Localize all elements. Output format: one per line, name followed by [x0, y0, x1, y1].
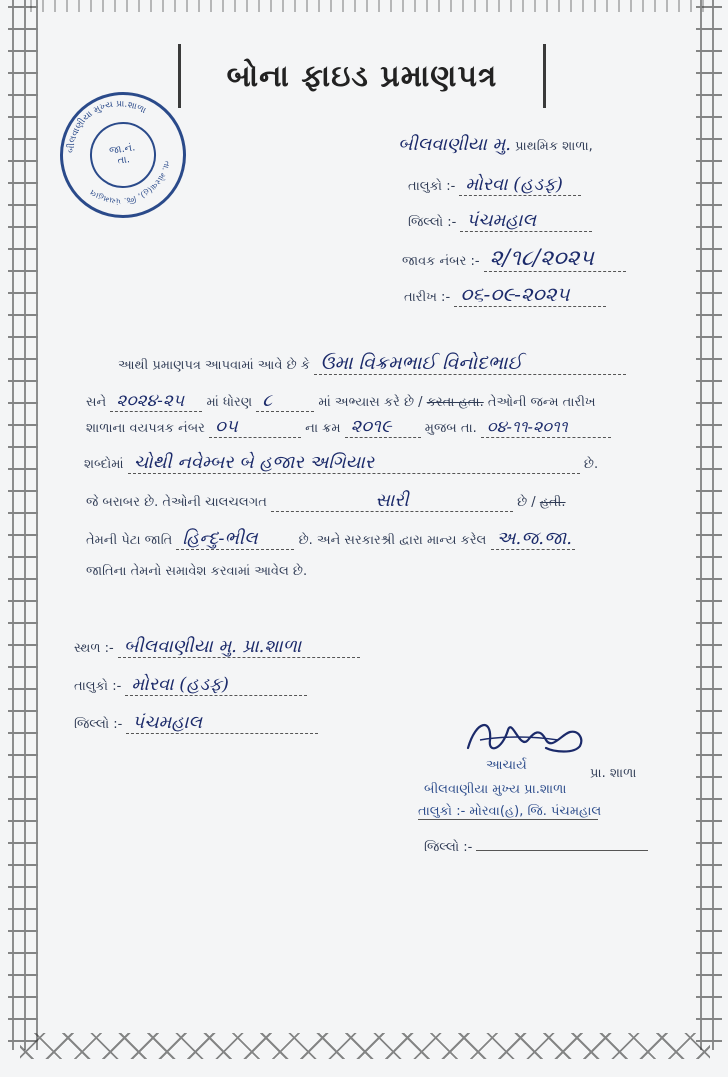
header-school-line: [398, 134, 593, 155]
body-p2-suffix: માં અભ્યાસ કરે છે /: [318, 395, 423, 410]
decorative-border-left: [8, 0, 38, 1050]
svg-text:તા. મોરવા(હ), જિ. પંચમહાલ: તા. મોરવા(હ), જિ. પંચમહાલ: [88, 159, 172, 206]
header-date-value: ૦૬-૦૯-૨૦૨૫: [454, 282, 606, 307]
decorative-border-top: [20, 0, 710, 12]
footer-place-value: બીલવાણીયા મુ. પ્રા.શાળા: [118, 636, 360, 658]
body-p3-mid: ના ક્રમ: [305, 421, 341, 436]
header-district-label: જિલ્લો :-: [408, 215, 457, 230]
body-p2-end: તેઓની જન્મ તારીખ: [487, 395, 596, 410]
footer-stamp-line1: બીલવાણીયા મુખ્ય પ્રા.શાળા: [424, 782, 567, 797]
body-p2-prefix: સને: [86, 395, 107, 410]
body-p5-strike: હતી.: [539, 495, 566, 510]
footer-principal-title: આચાર્ય: [486, 758, 527, 773]
student-name: ઉમા વિક્રમભાઈ વિનોદભાઈ: [314, 352, 626, 375]
header-outward-label: જાવક નંબર :-: [402, 254, 480, 269]
date-of-birth: ૦૪-૧૧-૨૦૧૧: [481, 417, 611, 438]
body-p5-suffix: છે /: [517, 495, 536, 510]
title-box: [178, 44, 546, 108]
body-p3-suffix: મુજબ તા.: [424, 421, 477, 436]
header-school-suffix: પ્રાથમિક શાળા,: [515, 139, 593, 154]
footer-taluka-line: [74, 674, 307, 696]
academic-year: ૨૦૨૪-૨૫: [110, 391, 202, 412]
decorative-border-bottom: [20, 1033, 710, 1059]
footer-district-line: [74, 712, 318, 734]
body-p1-prefix: આથી પ્રમાણપત્ર આપવામાં આવે છે કે: [118, 358, 310, 373]
header-school-name: બીલવાણીયા મુ.: [398, 134, 511, 155]
footer-right-district-label: જિલ્લો :-: [424, 840, 473, 855]
header-outward-line: [402, 246, 626, 272]
body-line-2: [86, 390, 596, 412]
header-date-label: તારીખ :-: [404, 290, 451, 305]
footer-taluka-label: તાલુકો :-: [74, 679, 122, 694]
header-taluka-label: તાલુકો :-: [408, 179, 456, 194]
body-p4-suffix: છે.: [583, 457, 599, 472]
body-p2-strike: કરતા હતા.: [426, 395, 484, 410]
footer-district-line-right: [424, 840, 648, 855]
footer-stamp-line2: તાલુકો :- મોરવા(હ), જિ. પંચમહાલ: [418, 804, 602, 819]
footer-place-line: [74, 636, 360, 658]
body-line-6: [86, 528, 575, 550]
seal-inner-line2: તા.: [116, 154, 131, 167]
footer-school-suffix: પ્રા. શાળા: [590, 766, 637, 781]
register-number: ૦૫: [209, 416, 301, 438]
header-date-line: [404, 282, 606, 307]
body-p6-prefix: તેમની પેટા જાતિ: [86, 533, 173, 548]
footer-district-value: પંચમહાલ: [126, 712, 318, 734]
certificate-title: બોના ફાઇડ પ્રમાણપત્ર: [226, 58, 498, 94]
body-line-5: [86, 490, 566, 512]
body-line-4: [84, 452, 598, 474]
header-taluka-line: [408, 174, 581, 196]
header-taluka-value: મોરવા (હડફ): [459, 174, 581, 196]
dob-in-words: ચોથી નવેમ્બર બે હજાર અગિયાર: [128, 452, 580, 474]
subcaste-value: હિન્દુ-ભીલ: [176, 528, 294, 550]
header-district-line: [408, 210, 592, 232]
footer-taluka-value: મોરવા (હડફ): [125, 674, 307, 696]
standard-value: ૮: [256, 390, 314, 412]
body-p4-prefix: શબ્દોમાં: [84, 457, 124, 472]
category-value: અ.જ.જા.: [491, 528, 575, 550]
body-p6-mid: છે. અને સરકારશ્રી દ્વારા માન્ય કરેલ: [298, 533, 487, 548]
body-line-1: [118, 352, 626, 375]
serial-number: ૨૦૧૯: [345, 416, 421, 438]
body-p7: જાતિના તેમનો સમાવેશ કરવામાં આવેલ છે.: [86, 564, 308, 579]
body-line-3: [86, 416, 611, 438]
decorative-border-right: [696, 0, 722, 1050]
body-p3-prefix: શાળાના વયપત્રક નંબર: [86, 421, 205, 436]
header-outward-value: ૨/૧૮/૨૦૨૫: [484, 246, 626, 272]
seal-ring-text: [52, 85, 188, 221]
footer-place-label: સ્થળ :-: [74, 641, 114, 656]
body-line-7: [86, 564, 307, 579]
principal-signature: [462, 710, 592, 762]
header-district-value: પંચમહાલ: [460, 210, 592, 232]
school-seal-stamp: [52, 84, 194, 226]
svg-text:બીલવાણીયા મુખ્ય પ્રા.શાળા: બીલવાણીયા મુખ્ય પ્રા.શાળા: [66, 99, 148, 154]
footer-district-label: જિલ્લો :-: [74, 717, 123, 732]
body-p2-mid: માં ધોરણ: [206, 395, 253, 410]
conduct-value: સારી: [271, 490, 513, 512]
footer-right-district-blank: [476, 850, 648, 851]
seal-inner-line1: જા.નં.: [108, 142, 136, 157]
body-p5-prefix: જે બરાબર છે. તેઓની ચાલચલગત: [86, 495, 267, 510]
